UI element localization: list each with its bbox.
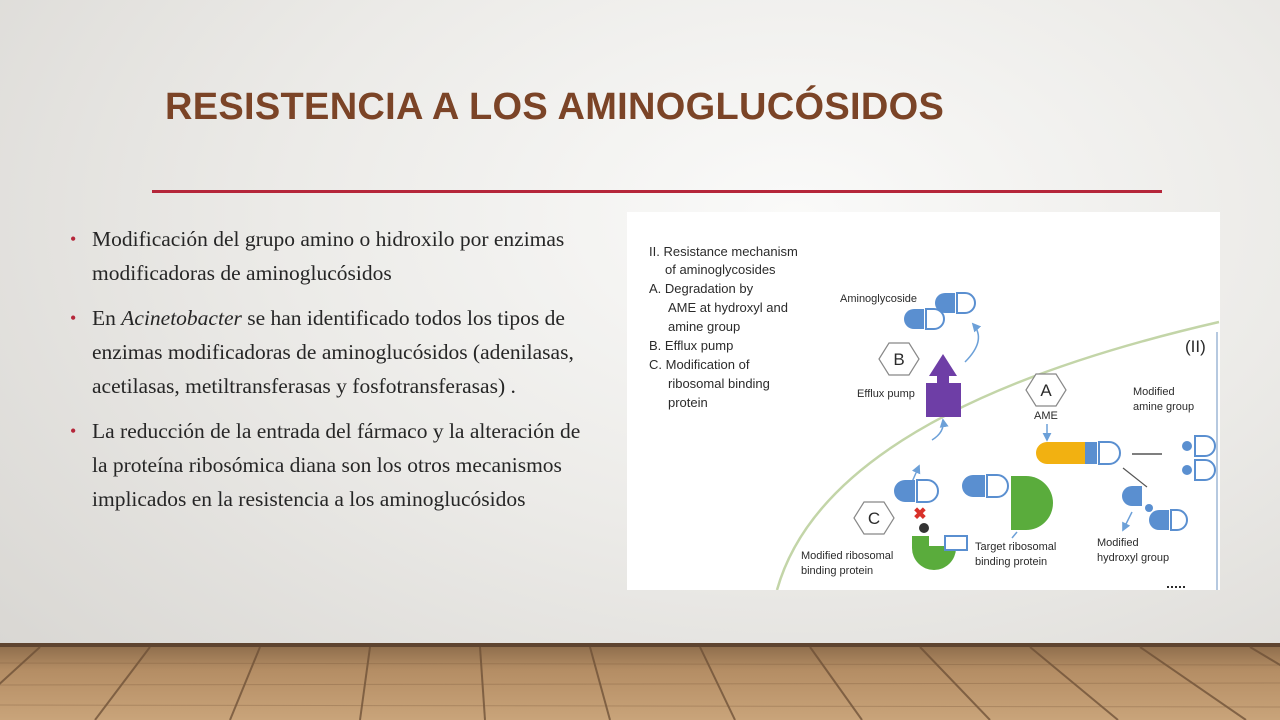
legend-line: C. Modification of [649, 357, 750, 372]
target-ribosome-complex [962, 475, 1053, 530]
target-pointer [1012, 532, 1017, 538]
legend-line: II. Resistance mechanism [649, 244, 798, 259]
legend-line: A. Degradation by [649, 281, 754, 296]
badge-c-label: C [867, 509, 881, 528]
legend [649, 244, 798, 410]
modified-ribosomal-label: Modified ribosomal [801, 550, 894, 562]
legend-line: ribosomal binding [668, 376, 770, 391]
badge-a-label: A [1040, 381, 1052, 400]
ame-label: AME [1034, 410, 1058, 422]
bullet-text-run: En [92, 306, 122, 330]
legend-line: of aminoglycosides [665, 262, 776, 277]
efflux-pump-icon [926, 354, 961, 417]
section-ii-label: (II) [1185, 337, 1206, 356]
target-protein-label: binding protein [975, 556, 1048, 568]
efflux-pump-label: Efflux pump [857, 388, 915, 400]
bullet-dot-icon: • [70, 229, 77, 249]
bullet-text-run: se han identificado todos los tipos de enzimas modificadoras de aminoglucósidos (adenilasas, acetilasas, metiltransferasas y fosfotransferasas) . [92, 306, 574, 398]
bullet-item [70, 222, 600, 290]
wood-floor [0, 643, 1280, 720]
bullet-dot-icon: • [70, 421, 77, 441]
legend-line: protein [668, 395, 708, 410]
slide-title: RESISTENCIA A LOS AMINOGLUCÓSIDOS [165, 86, 945, 128]
modified-amine-molecule [1182, 436, 1215, 480]
modified-hydroxyl-label: hydroxyl group [1097, 552, 1170, 564]
title-underline [152, 190, 1162, 193]
modified-amine-label: amine group [1133, 401, 1195, 413]
modified-hydroxyl-label: Modified [1097, 537, 1139, 549]
blocked-x-icon: ✖ [913, 506, 927, 523]
exit-arrow [965, 324, 978, 362]
badge-b-label: B [893, 350, 905, 369]
modified-ribosomal-label: binding protein [801, 565, 874, 577]
bullet-text-run: Modificación del grupo amino o hidroxilo por enzimas modificadoras de aminoglucósidos [92, 227, 565, 285]
hydroxyl-connector [1123, 468, 1147, 487]
modified-ribosome-slot [945, 536, 967, 550]
legend-line: B. Efflux pump [649, 338, 734, 353]
bullet-item [70, 301, 600, 403]
blocked-aminoglycoside [894, 480, 938, 502]
ame-enzyme-complex [1036, 442, 1120, 464]
aminoglycoside-pill [904, 309, 944, 329]
modified-hydroxyl-molecule [1122, 486, 1187, 530]
hydroxyl-arrow [1123, 512, 1132, 530]
binding-site-dot [919, 523, 929, 533]
bullet-list [70, 222, 600, 527]
mechanism-diagram [627, 212, 1220, 590]
aminoglycoside-pill [935, 293, 975, 313]
bullet-text-run: La reducción de la entrada del fármaco y la alteración de la proteína ribosómica diana son los otros mecanismos implicados en la resistencia a los aminoglucósidos [92, 419, 581, 511]
aminoglycoside-label: Aminoglycoside [840, 293, 918, 305]
modified-amine-label: Modified [1133, 386, 1175, 398]
bullet-text [92, 306, 574, 398]
bullet-item [70, 414, 600, 516]
target-protein-label: Target ribosomal [975, 541, 1057, 553]
bullet-italic-text: Acinetobacter [121, 306, 242, 330]
bullet-text [92, 227, 564, 285]
resistance-mechanism-figure [627, 212, 1220, 590]
legend-line: amine group [668, 319, 741, 334]
legend-line: AME at hydroxyl and [668, 300, 788, 315]
bullet-dot-icon: • [70, 308, 77, 328]
bullet-text [92, 419, 580, 511]
